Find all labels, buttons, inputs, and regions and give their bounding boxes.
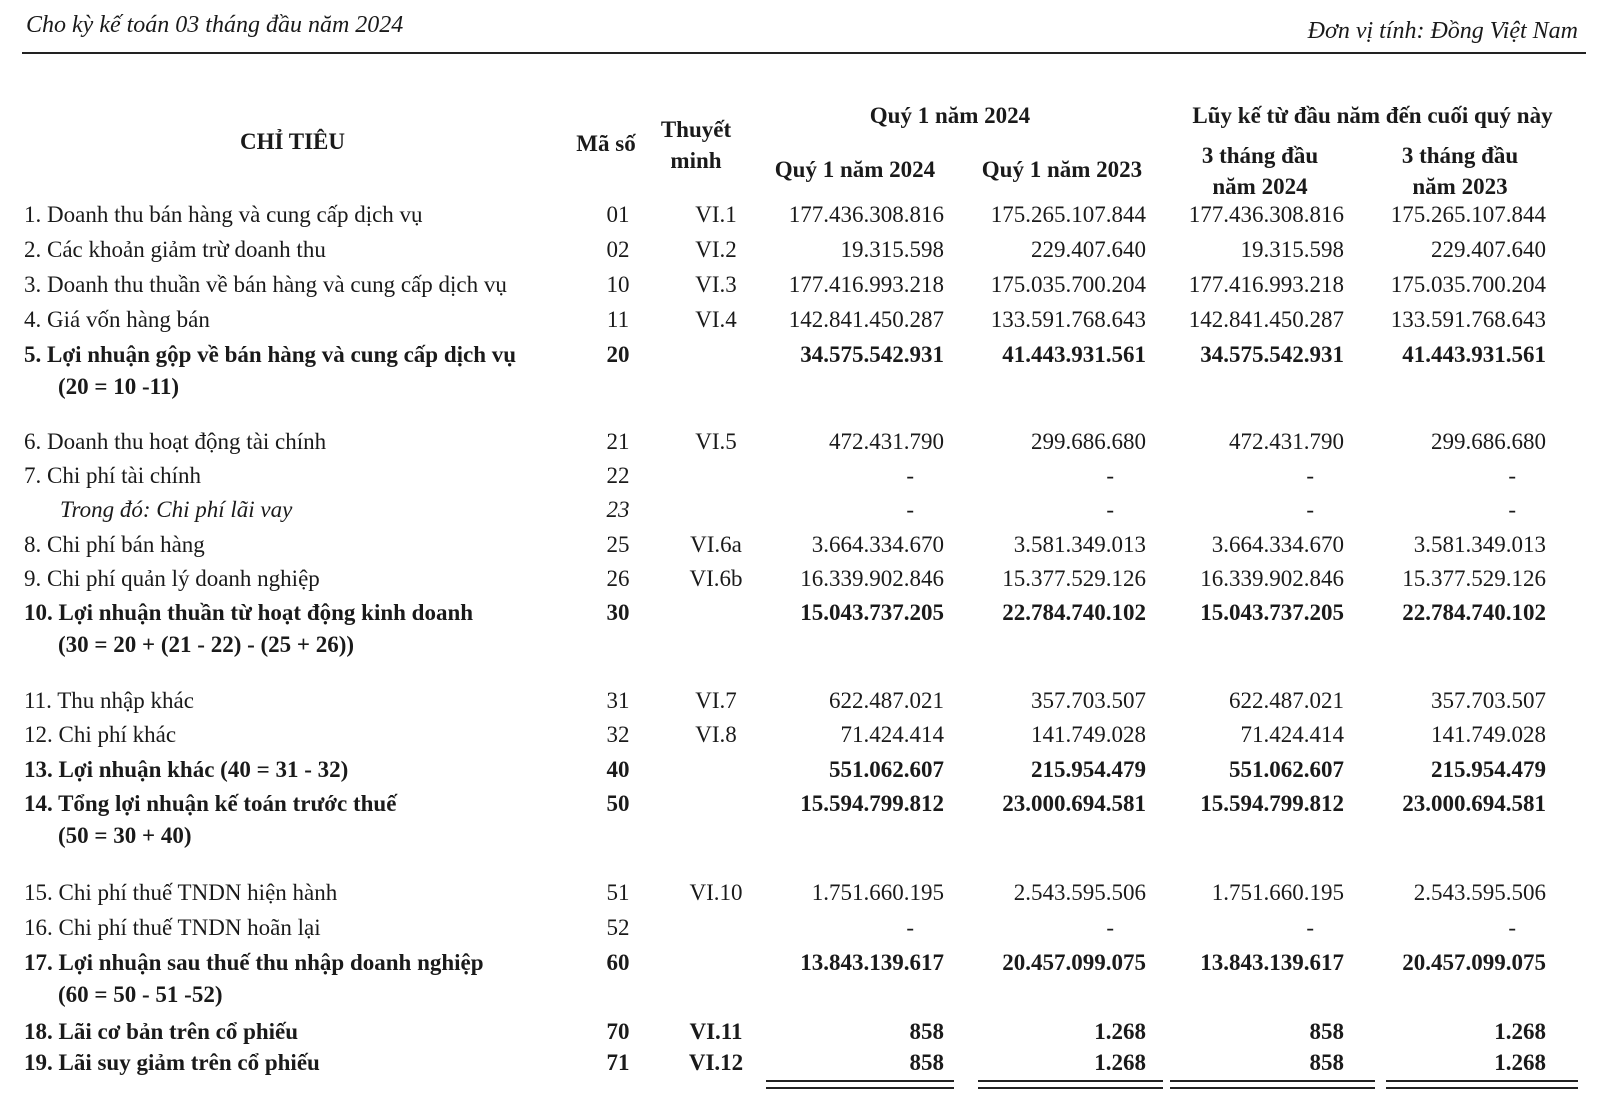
value-ytd-2024: 19.315.598 bbox=[1240, 237, 1344, 262]
value-ytd-2023: 1.268 bbox=[1494, 1050, 1546, 1075]
value-q1-2023: 3.581.349.013 bbox=[1013, 532, 1146, 557]
row-label: 6. Doanh thu hoạt động tài chính bbox=[24, 429, 327, 454]
double-underline bbox=[766, 1080, 954, 1089]
table-row bbox=[0, 270, 1600, 304]
value-ytd-2023: 299.686.680 bbox=[1431, 429, 1546, 454]
value-ytd-2024: 71.424.414 bbox=[1240, 722, 1344, 747]
value-q1-2023: 175.035.700.204 bbox=[990, 272, 1146, 297]
value-ytd-2023: 20.457.099.075 bbox=[1402, 950, 1546, 975]
table-row bbox=[0, 530, 1600, 564]
row-code: 20 bbox=[606, 342, 630, 367]
value-ytd-2024: 3.664.334.670 bbox=[1211, 532, 1344, 557]
value-q1-2024: 34.575.542.931 bbox=[800, 342, 944, 367]
value-q1-2023: 1.268 bbox=[1094, 1019, 1146, 1044]
table-row bbox=[0, 235, 1600, 269]
value-q1-2023: 141.749.028 bbox=[1031, 722, 1146, 747]
value-ytd-2023: 175.265.107.844 bbox=[1390, 202, 1546, 227]
row-label: 12. Chi phí khác bbox=[24, 722, 177, 747]
table-row bbox=[0, 461, 1600, 495]
value-ytd-2024: 858 bbox=[1309, 1050, 1344, 1075]
value-ytd-2024: - bbox=[1306, 497, 1314, 522]
row-code: 23 bbox=[606, 497, 630, 522]
row-label: 8. Chi phí bán hàng bbox=[24, 532, 205, 557]
value-ytd-2023: 41.443.931.561 bbox=[1402, 342, 1546, 367]
value-q1-2023: 133.591.768.643 bbox=[990, 307, 1146, 332]
value-ytd-2024: 858 bbox=[1309, 1019, 1344, 1044]
value-q1-2024: - bbox=[906, 915, 914, 940]
row-note: VI.12 bbox=[688, 1050, 744, 1075]
value-ytd-2023: - bbox=[1508, 497, 1516, 522]
value-q1-2024: 551.062.607 bbox=[829, 757, 944, 782]
row-formula: (30 = 20 + (21 - 22) - (25 + 26)) bbox=[58, 632, 355, 657]
table-row bbox=[0, 878, 1600, 912]
row-code: 02 bbox=[606, 237, 630, 262]
value-q1-2024: 15.594.799.812 bbox=[800, 791, 944, 816]
double-underline bbox=[978, 1080, 1163, 1089]
value-q1-2024: 177.436.308.816 bbox=[788, 202, 944, 227]
row-code: 31 bbox=[606, 688, 630, 713]
value-q1-2024: - bbox=[906, 463, 914, 488]
value-q1-2024: 1.751.660.195 bbox=[811, 880, 944, 905]
row-note: VI.1 bbox=[695, 202, 737, 227]
row-note: VI.10 bbox=[689, 880, 743, 905]
row-code: 01 bbox=[606, 202, 630, 227]
value-q1-2024: 472.431.790 bbox=[829, 429, 944, 454]
col-header-code: Mã số bbox=[576, 131, 636, 156]
value-q1-2023: 229.407.640 bbox=[1031, 237, 1146, 262]
table-row bbox=[0, 913, 1600, 947]
value-ytd-2023: 175.035.700.204 bbox=[1390, 272, 1546, 297]
row-label: 14. Tổng lợi nhuận kế toán trước thuế bbox=[24, 791, 397, 816]
row-label: 16. Chi phí thuế TNDN hoãn lại bbox=[24, 915, 321, 940]
row-note: VI.6b bbox=[689, 566, 743, 591]
row-note: VI.4 bbox=[695, 307, 737, 332]
value-ytd-2024: - bbox=[1306, 463, 1314, 488]
row-label: Trong đó: Chi phí lãi vay bbox=[60, 497, 293, 522]
value-q1-2024: 71.424.414 bbox=[840, 722, 944, 747]
value-ytd-2023: 22.784.740.102 bbox=[1402, 600, 1546, 625]
col-header-q1-2023: Quý 1 năm 2023 bbox=[981, 157, 1143, 182]
table-row bbox=[0, 305, 1600, 339]
value-ytd-2023: 23.000.694.581 bbox=[1402, 791, 1546, 816]
group-header-ytd: Lũy kế từ đầu năm đến cuối quý này bbox=[1192, 103, 1553, 128]
row-formula: (20 = 10 -11) bbox=[58, 374, 180, 399]
row-note: VI.11 bbox=[689, 1019, 743, 1044]
row-code: 71 bbox=[606, 1050, 630, 1075]
value-q1-2023: 15.377.529.126 bbox=[1002, 566, 1146, 591]
table-row-subtotal bbox=[0, 340, 1600, 399]
row-code: 26 bbox=[606, 566, 630, 591]
value-ytd-2023: 15.377.529.126 bbox=[1402, 566, 1546, 591]
row-note: VI.8 bbox=[695, 722, 737, 747]
table-row bbox=[0, 686, 1600, 720]
row-label: 9. Chi phí quản lý doanh nghiệp bbox=[24, 566, 320, 591]
value-ytd-2023: - bbox=[1508, 915, 1516, 940]
value-ytd-2024: 177.436.308.816 bbox=[1188, 202, 1344, 227]
row-note: VI.3 bbox=[695, 272, 737, 297]
table-row bbox=[0, 427, 1600, 461]
row-code: 30 bbox=[606, 600, 630, 625]
value-q1-2024: 142.841.450.287 bbox=[788, 307, 944, 332]
table-row bbox=[0, 495, 1600, 529]
row-label: 3. Doanh thu thuần về bán hàng và cung cấp dịch vụ bbox=[24, 272, 507, 297]
value-ytd-2023: 141.749.028 bbox=[1431, 722, 1546, 747]
double-underline bbox=[1170, 1080, 1375, 1089]
row-note: VI.7 bbox=[695, 688, 737, 713]
value-ytd-2024: 16.339.902.846 bbox=[1200, 566, 1344, 591]
value-ytd-2023: 3.581.349.013 bbox=[1413, 532, 1546, 557]
value-q1-2024: 15.043.737.205 bbox=[800, 600, 944, 625]
row-label: 7. Chi phí tài chính bbox=[24, 463, 201, 488]
row-code: 70 bbox=[606, 1019, 630, 1044]
row-code: 21 bbox=[606, 429, 630, 454]
row-code: 51 bbox=[606, 880, 630, 905]
row-label: 15. Chi phí thuế TNDN hiện hành bbox=[24, 880, 338, 905]
value-q1-2024: 19.315.598 bbox=[840, 237, 944, 262]
currency-unit: Đơn vị tính: Đồng Việt Nam bbox=[1307, 18, 1578, 44]
value-q1-2023: 23.000.694.581 bbox=[1002, 791, 1146, 816]
group-header-quarter: Quý 1 năm 2024 bbox=[869, 103, 1031, 128]
row-code: 52 bbox=[606, 915, 630, 940]
value-q1-2024: 3.664.334.670 bbox=[811, 532, 944, 557]
row-label: 4. Giá vốn hàng bán bbox=[24, 307, 210, 332]
row-label: 19. Lãi suy giảm trên cổ phiếu bbox=[24, 1050, 320, 1075]
row-note: VI.2 bbox=[695, 237, 737, 262]
row-code: 11 bbox=[606, 307, 630, 332]
value-ytd-2024: 551.062.607 bbox=[1229, 757, 1344, 782]
value-q1-2023: 20.457.099.075 bbox=[1002, 950, 1146, 975]
report-period: Cho kỳ kế toán 03 tháng đầu năm 2024 bbox=[26, 12, 404, 38]
value-q1-2024: 858 bbox=[909, 1019, 944, 1044]
value-q1-2023: 1.268 bbox=[1094, 1050, 1146, 1075]
col-header-ytd-2023: 3 tháng đầu năm 2023 bbox=[1401, 143, 1519, 199]
value-ytd-2024: 15.043.737.205 bbox=[1200, 600, 1344, 625]
value-ytd-2024: 34.575.542.931 bbox=[1200, 342, 1344, 367]
value-ytd-2024: 622.487.021 bbox=[1229, 688, 1344, 713]
row-code: 60 bbox=[606, 950, 630, 975]
table-row-subtotal bbox=[0, 948, 1600, 1007]
row-label: 17. Lợi nhuận sau thuế thu nhập doanh nghiệp bbox=[24, 950, 484, 975]
value-q1-2023: 2.543.595.506 bbox=[1013, 880, 1146, 905]
value-q1-2023: 41.443.931.561 bbox=[1002, 342, 1146, 367]
value-q1-2024: 177.416.993.218 bbox=[788, 272, 944, 297]
value-q1-2024: 858 bbox=[909, 1050, 944, 1075]
value-ytd-2024: 15.594.799.812 bbox=[1200, 791, 1344, 816]
row-label: 5. Lợi nhuận gộp về bán hàng và cung cấp dịch vụ bbox=[24, 342, 517, 367]
value-ytd-2024: 177.416.993.218 bbox=[1188, 272, 1344, 297]
row-label: 13. Lợi nhuận khác (40 = 31 - 32) bbox=[24, 757, 349, 782]
value-q1-2023: - bbox=[1106, 463, 1114, 488]
table-row-subtotal bbox=[0, 598, 1600, 657]
table-row-subtotal bbox=[0, 1048, 1600, 1082]
row-label: 11. Thu nhập khác bbox=[24, 688, 194, 713]
row-code: 25 bbox=[606, 532, 630, 557]
row-code: 10 bbox=[606, 272, 630, 297]
table-row bbox=[0, 564, 1600, 598]
row-code: 22 bbox=[606, 463, 630, 488]
row-label: 2. Các khoản giảm trừ doanh thu bbox=[24, 237, 326, 262]
value-ytd-2023: 229.407.640 bbox=[1431, 237, 1546, 262]
row-label: 10. Lợi nhuận thuần từ hoạt động kinh doanh bbox=[24, 600, 474, 625]
table-row-subtotal bbox=[0, 755, 1600, 789]
row-code: 50 bbox=[606, 791, 630, 816]
value-q1-2023: 215.954.479 bbox=[1031, 757, 1146, 782]
value-q1-2024: 622.487.021 bbox=[829, 688, 944, 713]
table-row bbox=[0, 200, 1600, 234]
col-header-indicator: CHỈ TIÊU bbox=[239, 129, 346, 154]
row-note: VI.6a bbox=[690, 532, 742, 557]
value-q1-2023: - bbox=[1106, 497, 1114, 522]
value-ytd-2023: 215.954.479 bbox=[1431, 757, 1546, 782]
row-formula: (60 = 50 - 51 -52) bbox=[58, 982, 223, 1007]
table-row bbox=[0, 720, 1600, 754]
value-ytd-2023: 2.543.595.506 bbox=[1413, 880, 1546, 905]
row-code: 40 bbox=[606, 757, 630, 782]
col-header-q1-2024: Quý 1 năm 2024 bbox=[774, 157, 936, 182]
value-ytd-2024: 1.751.660.195 bbox=[1211, 880, 1344, 905]
value-q1-2024: - bbox=[906, 497, 914, 522]
value-ytd-2024: 142.841.450.287 bbox=[1188, 307, 1344, 332]
row-formula: (50 = 30 + 40) bbox=[58, 823, 192, 848]
value-q1-2023: 299.686.680 bbox=[1031, 429, 1146, 454]
table-row-subtotal bbox=[0, 1017, 1600, 1051]
value-q1-2024: 13.843.139.617 bbox=[800, 950, 944, 975]
value-ytd-2023: 1.268 bbox=[1494, 1019, 1546, 1044]
value-q1-2023: 175.265.107.844 bbox=[990, 202, 1146, 227]
value-ytd-2023: 357.703.507 bbox=[1431, 688, 1546, 713]
row-note: VI.5 bbox=[695, 429, 737, 454]
double-underline bbox=[1386, 1080, 1578, 1089]
row-label: 1. Doanh thu bán hàng và cung cấp dịch vụ bbox=[24, 202, 423, 227]
table-row-subtotal bbox=[0, 789, 1600, 848]
header-divider bbox=[22, 52, 1586, 54]
value-ytd-2023: - bbox=[1508, 463, 1516, 488]
value-q1-2023: - bbox=[1106, 915, 1114, 940]
col-header-note: Thuyết minh bbox=[660, 117, 732, 173]
value-q1-2024: 16.339.902.846 bbox=[800, 566, 944, 591]
row-label: 18. Lãi cơ bản trên cổ phiếu bbox=[24, 1019, 299, 1044]
value-q1-2023: 357.703.507 bbox=[1031, 688, 1146, 713]
col-header-ytd-2024: 3 tháng đầu năm 2024 bbox=[1201, 143, 1319, 199]
value-q1-2023: 22.784.740.102 bbox=[1002, 600, 1146, 625]
value-ytd-2024: 472.431.790 bbox=[1229, 429, 1344, 454]
value-ytd-2024: - bbox=[1306, 915, 1314, 940]
value-ytd-2024: 13.843.139.617 bbox=[1200, 950, 1344, 975]
row-code: 32 bbox=[606, 722, 630, 747]
value-ytd-2023: 133.591.768.643 bbox=[1390, 307, 1546, 332]
